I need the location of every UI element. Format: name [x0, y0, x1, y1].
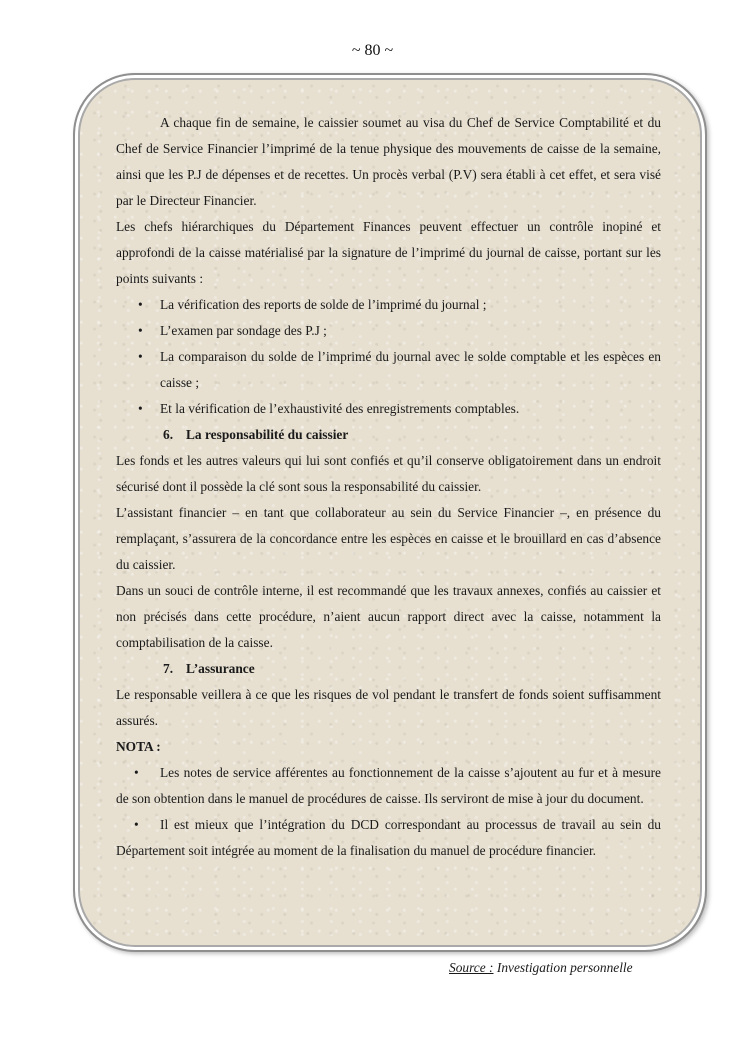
paragraph-assistant: L’assistant financier – en tant que collaborateur au sein du Service Financier –, en présence du remplaçant, s’assurera de la concordance entre les espèces en caisse et le brouillard en cas d’absence du caissier.: [116, 505, 661, 572]
bullet-icon: •: [134, 765, 139, 780]
paragraph-internal-control: Dans un souci de contrôle interne, il est recommandé que les travaux annexes, confiés au caissier et non précisés dans cette procédure, n’aient aucun rapport direct avec la caisse, notamment la comptabilisation de la caisse.: [116, 583, 661, 650]
paragraph-insurance: Le responsable veillera à ce que les risques de vol pendant le transfert de fonds soient suffisamment assurés.: [116, 687, 661, 728]
document-body: [116, 110, 661, 864]
section-title: L’assurance: [186, 661, 255, 676]
nota-item: • Les notes de service afférentes au fonctionnement de la caisse s’ajoutent au fur et à mesure de son obtention dans le manuel de procédures de caisse. Ils serviront de mise à jour du document.: [116, 760, 661, 812]
bullet-icon: •: [134, 817, 139, 832]
paragraph-weekly-visa: A chaque fin de semaine, le caissier soumet au visa du Chef de Service Comptabilité et du Chef de Service Financier l’imprimé de la tenue physique des mouvements de caisse de la semaine, ainsi que les P.J de dépenses et de recettes. Un procès verbal (P.V) sera établi à cet effet, et sera visé par le Directeur Financier.: [116, 115, 661, 208]
list-item: • La comparaison du solde de l’imprimé du journal avec le solde comptable et les espèces en caisse ;: [116, 344, 661, 396]
paragraph-inspection: Les chefs hiérarchiques du Département Finances peuvent effectuer un contrôle inopiné et approfondi de la caisse matérialisé par la signature de l’imprimé du journal de caisse, portant sur les points suivants :: [116, 219, 661, 286]
section-heading-6: [116, 422, 661, 448]
source-caption: [449, 960, 633, 976]
list-item: • Et la vérification de l’exhaustivité des enregistrements comptables.: [116, 396, 661, 422]
list-item: • L’examen par sondage des P.J ;: [116, 318, 661, 344]
section-title: La responsabilité du caissier: [186, 427, 349, 442]
page-number: ~ 80 ~: [351, 42, 394, 59]
checks-list: [116, 292, 661, 422]
bullet-icon: •: [138, 401, 143, 416]
section-heading-7: [116, 656, 661, 682]
bullet-icon: •: [138, 349, 143, 364]
nota-label: NOTA :: [116, 739, 161, 754]
bullet-icon: •: [138, 323, 143, 338]
list-item: • La vérification des reports de solde de l’imprimé du journal ;: [116, 292, 661, 318]
section-number: 6.: [163, 427, 174, 442]
source-text: Investigation personnelle: [496, 960, 633, 975]
source-label: Source :: [449, 960, 494, 975]
paragraph-responsibility: Les fonds et les autres valeurs qui lui sont confiés et qu’il conserve obligatoirement dans un endroit sécurisé dont il possède la clé sont sous la responsabilité du caissier.: [116, 453, 661, 494]
bullet-icon: •: [138, 297, 143, 312]
nota-item: • Il est mieux que l’intégration du DCD correspondant au processus de travail au sein du Département soit intégrée au moment de la finalisation du manuel de procédure financier.: [116, 812, 661, 864]
section-number: 7.: [163, 661, 174, 676]
